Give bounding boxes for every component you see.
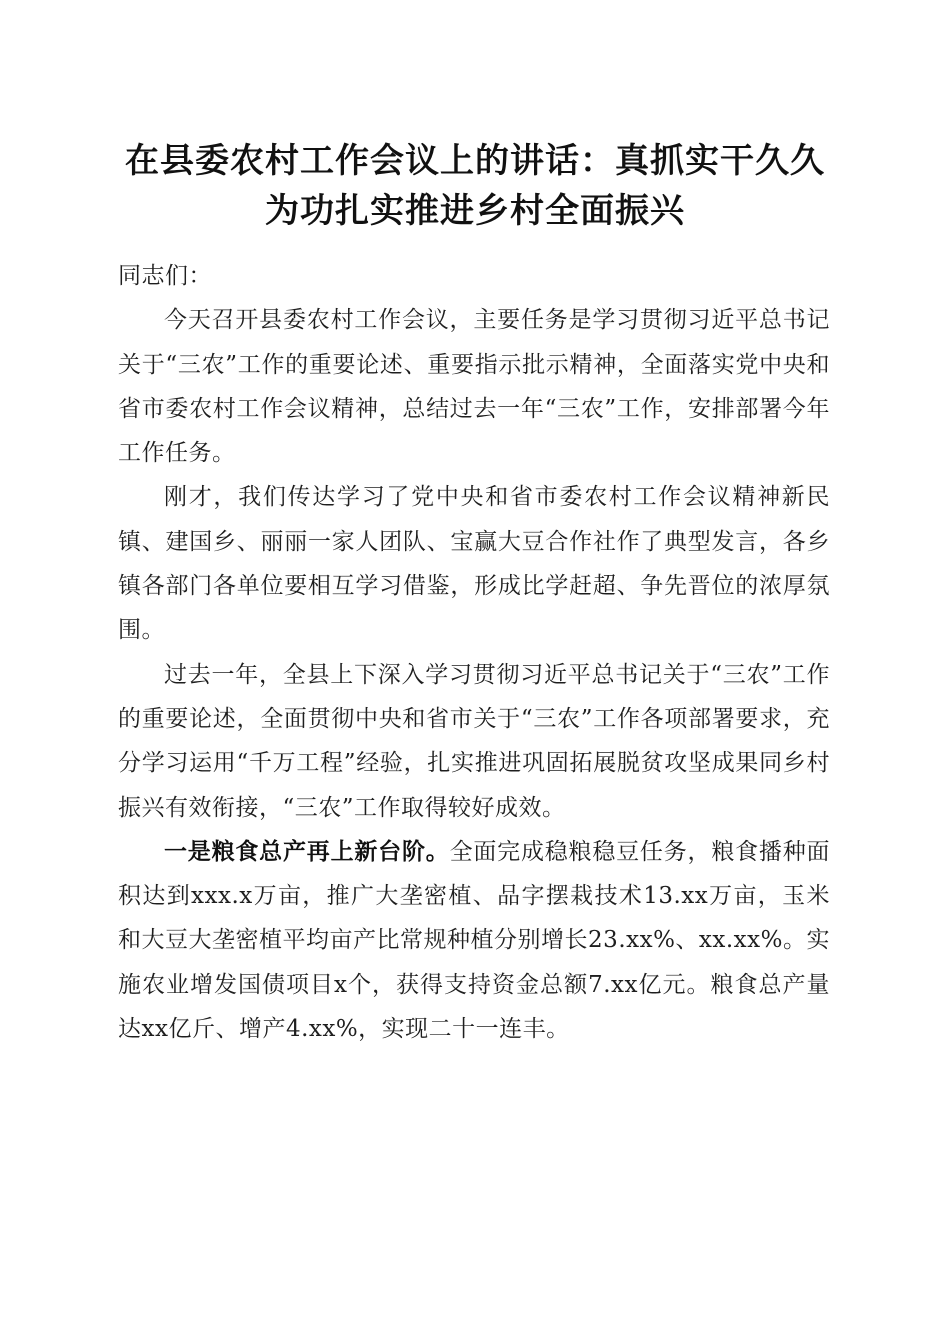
title-line-1: 在县委农村工作会议上的讲话：真抓实干久久 — [125, 141, 825, 181]
document-body — [118, 254, 830, 1051]
page-title — [110, 136, 840, 236]
grain-body: 全面完成稳粮稳豆任务，粮食播种面积达到xxx.x万亩，推广大垄密植、品字摆栽技术13.xx万亩，玉米和大豆大垄密植平均亩产比常规种植分别增长23.xx%、xx.xx%。实施农业增发国债项目x个，获得支持资金总额7.xx亿元。粮食总产量达xx亿斤、增产4.xx%，实现二十一连丰。 — [118, 838, 831, 1043]
paragraph-intro: 今天召开县委农村工作会议，主要任务是学习贯彻习近平总书记关于“三农”工作的重要论述、重要指示批示精神，全面落实党中央和省市委农村工作会议精神，总结过去一年“三农”工作，安排部署今年工作任务。 — [118, 307, 830, 467]
paragraph-exchange: 刚才，我们传达学习了党中央和省市委农村工作会议精神新民镇、建国乡、丽丽一家人团队、宝赢大豆合作社作了典型发言，各乡镇各部门各单位要相互学习借鉴，形成比学赶超、争先晋位的浓厚氛围。 — [118, 484, 830, 644]
paragraph-review: 过去一年，全县上下深入学习贯彻习近平总书记关于“三农”工作的重要论述，全面贯彻中央和省市关于“三农”工作各项部署要求，充分学习运用“千万工程”经验，扎实推进巩固拓展脱贫攻坚成果同乡村振兴有效衔接，“三农”工作取得较好成效。 — [118, 661, 830, 821]
salutation: 同志们： — [118, 263, 212, 289]
grain-heading: 一是粮食总产再上新台阶。 — [164, 837, 450, 865]
paragraph-grain — [118, 830, 830, 1051]
title-line-2: 为功扎实推进乡村全面振兴 — [265, 191, 685, 231]
